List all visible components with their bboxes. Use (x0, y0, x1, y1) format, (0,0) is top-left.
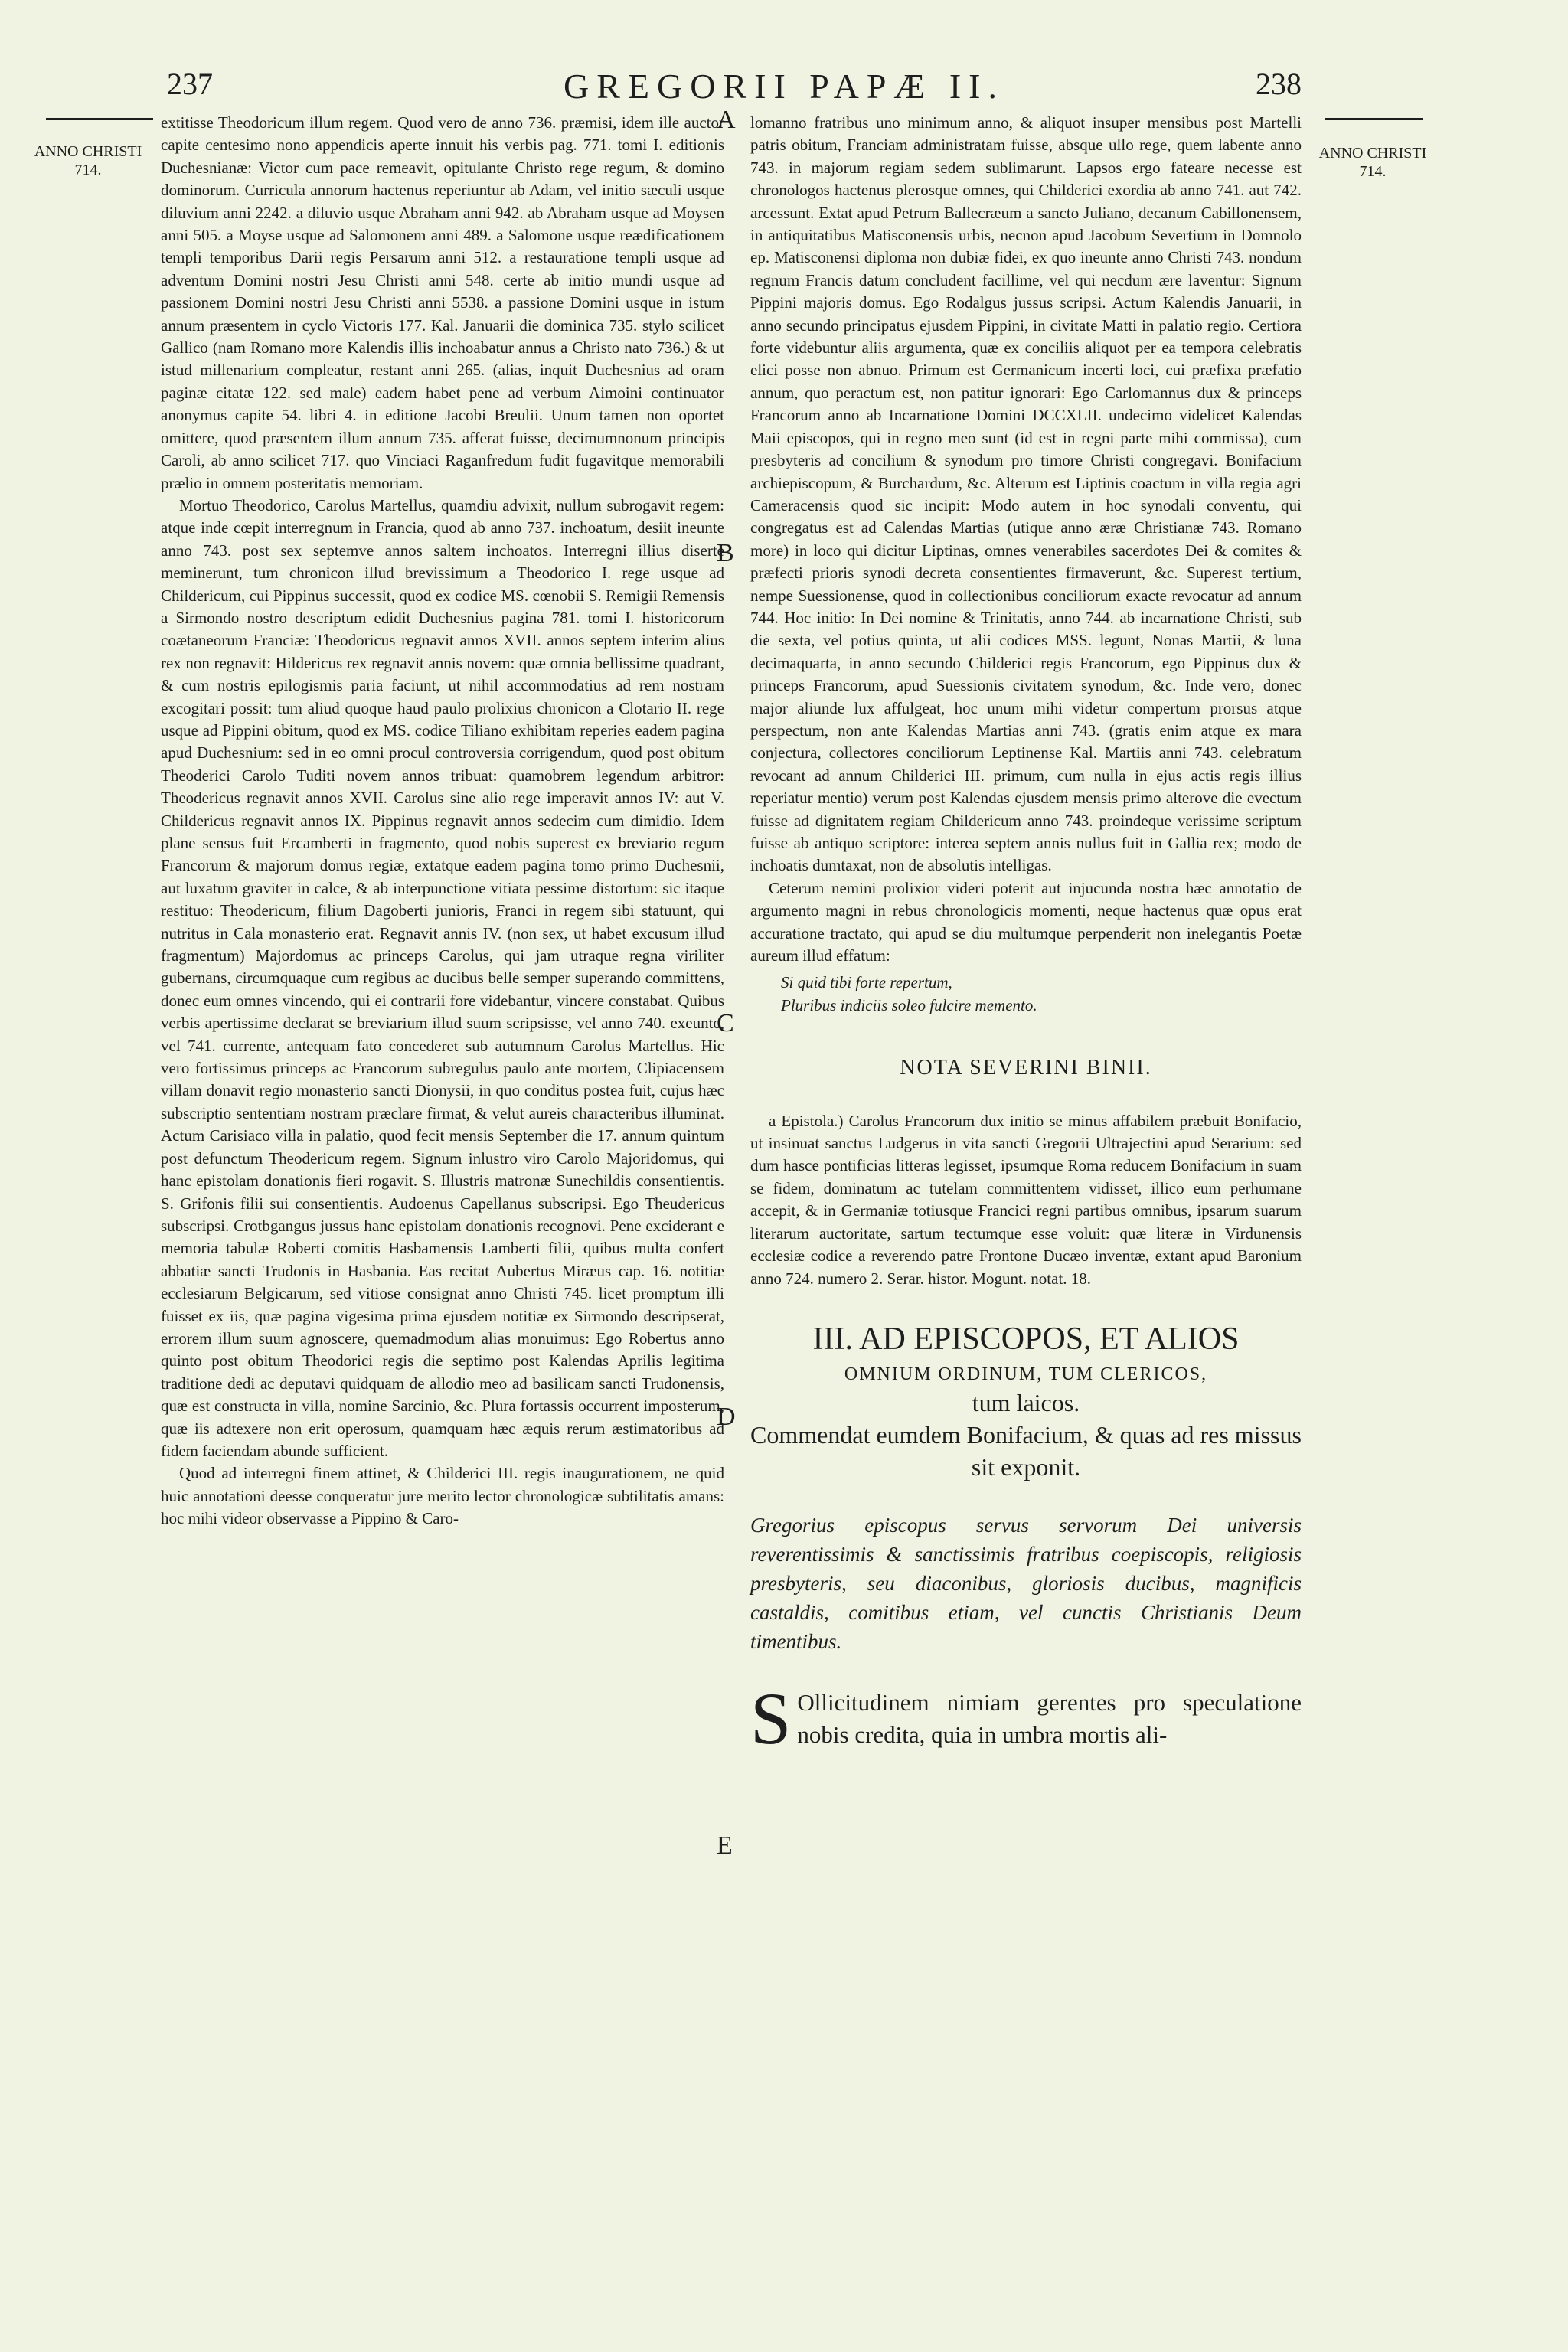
header-rule-left (46, 118, 153, 120)
section-marker-c: C (717, 1009, 734, 1037)
left-paragraph-2: Mortuo Theodorico, Carolus Martellus, quamdiu advixit, nullum subrogavit regem: atque inde cœpit interregnum in Francia, quod ab anno 737. inchoatum, desiit ineunte anno 743. post sex septemve annos saltem inchoatos. Interregni illius diserte meminerunt, tum chronicon illud brevissimum a Theodorico I. rege usque ad Childericum, cui Pippinus successit, quod ex codice MS. cœnobii S. Remigii Remensis a Sirmondo nostro descriptum edidit Duchesnius pagina 781. tomi I. historicorum coætaneorum Franciæ: Theodoricus regnavit annos XVII. annos septem interim alius rex non regnavit: Hildericus rex regnavit annis novem: quæ omnia bellissime quadrant, & cum nostris epilogismis paria faciunt, ut nihil accommodatius ad rem nostram excogitari possit: tum aliud quoque haud paulo prolixius chronicon a Clotario II. rege usque ad Pippini obitum, quod ex MS. codice Tiliano exhibitam reperies eadem pagina apud Duchesnium: sed in eo omni procul controversia corrigendum, quod post obitum Theoderici Carolo Tuditi novem annos tribuat: quamobrem legendum arbitror: Theodericus regnavit annos XVII. Carolus sine alio rege imperavit annos IV: aut V. Childericus regnavit annos IX. Pippinus regnavit annos sedecim cum dimidio. Idem plane sensus fuit Ercamberti in fragmento, quod nobis superest ex breviario regum Francorum & majorum domus regiæ, extatque eadem pagina tomo primo Duchesnii, aut luxatum graviter in calce, & ab interpunctione vitiata pessime distortum: sic itaque restituo: Theodericum, filium Dagoberti junioris, Franci in regem sibi statuunt, qui nutritus in Cala monasterio erat. Regnavit annis IV. (non sex, ut habet excusum illud fragmentum) Majordomus ac princeps Carolus, qui jam utraque regna viriliter gubernans, circumquaque cum regibus ac ducibus belle semper superando committens, donec eum omnes vincendo, qui ei contrarii fore videbantur, vincere constabat. Quibus verbis apertissime declarat se breviarium illud suum scripsisse, vel anno 740. exeunte, vel 741. currente, antequam fato concederet sub autumnum Carolus Martellus. Hic vero fortissimus princeps ac Francorum subregulus paulo ante mortem, Clipiacensem villam donavit regio monasterio sancti Dionysii, in quo conditus postea fuit, cujus hæc subscriptio sententiam nostram præclare firmat, & velut aureis characteribus illuminat. Actum Carisiaco villa in palatio, quod fecit mensis September die 17. annum quintum post defunctum Theodericum regem. Signum inlustro viro Carolo Majoridomus, qui hanc epistolam donationis fieri rogavit. S. Illustris matronæ Sunechildis consentientis. S. Grifonis filii sui consentientis. Audoenus Capellanus subscripsi. Ego Theudericus subscripsi. Crotbgangus jussus hanc epistolam donationis recognovi. Pene exciderant e memoria tabulæ Roberti comitis Hasbamensis Lamberti filii, quibus multa confert abbatiæ sancti Trudonis in Hasbania. Eas recitat Aubertus Miræus cap. 16. notitiæ ecclesiarum Belgicarum, sed vitiose consignat anno Christi 745. licet promptum illi fuisset ex iis, quæ pagina vigesima prima ejusdem notitiæ ex Sirmondo descripserat, errorem illum suum agnoscere, quemadmodum alias monuimus: Ego Robertus anno quinto post obitum Theodorici regis die septimo post Kalendas Aprilis legitima traditione dedi ac deputavi quidquam de allodio meo ad basilicam sancti Trudonensis, quæ est constructa in villa, nomine Sarcinio, &c. Plura fortassis occurrent imposterum, quæ iis adtexere non erit operosum, quamquam hæc æquis rerum æstimatoribus ad fidem faciendam abunde sufficient. (161, 495, 724, 1460)
salutation: Gregorius episcopus servus servorum Dei universis reverentissimis & sanctissimis fratribus coepiscopis, religiosis presbyteris, seu diaconibus, gloriosis ducibus, magnificis castaldis, comitibus etiam, vel cunctis Christianis Deum timentibus. (750, 1513, 1302, 1653)
section-subtitle: OMNIUM ORDINUM, TUM CLERICOS, (844, 1364, 1208, 1384)
drop-cap: S (750, 1677, 792, 1759)
header-rule-right (1325, 118, 1423, 120)
note-heading: NOTA SEVERINI BINII. (900, 1056, 1152, 1080)
opening-text: Ollicitudinem nimiam gerentes pro speculatione nobis credita, quia in umbra mortis ali- (797, 1688, 1302, 1748)
margin-year-right: ANNO CHRISTI 714. (1318, 145, 1427, 180)
right-column (750, 112, 1302, 1759)
right-paragraph-2: Ceterum nemini prolixior videri poterit aut injucunda nostra hæc annotatio de argumento magni in rebus chronologicis momenti, neque hactenus quæ opus erat accuratione tractato, qui apud se diu multumque perpenderit non inelegantis Poetæ aureum illud effatum: (750, 878, 1302, 965)
right-paragraph-1: lomanno fratribus uno minimum anno, & aliquot insuper mensibus post Martelli patris obitum, Franciam administratam fuisse, absque ullo rege, quem labente anno 743. in majorum regiam sedem sublimarunt. Lapsos ergo fateare necesse est chronologos hactenus plerosque omnes, qui Childerici exordia ab anno 741. aut 742. arcessunt. Extat apud Petrum Ballecræum a sancto Juliano, decanum Cabillonensem, in antiquitatibus Matisconensis urbis, necnon apud Jacobum Severtium in Domnolo ep. Matisconensi diploma non dubiæ fidei, ex quo ineunte anno Christi 743. nondum regnum Francis datum concludent facillime, vel qui necdum ære laventur: Signum Pippini majoris domus. Ego Rodalgus jussus scripsi. Actum Kalendis Januarii, in anno secundo principatus ejusdem Pippini, in civitate Matti in palatio regio. Certiora forte videbuntur aliis argumenta, quæ ex conciliis aliquot per ea tempora celebratis elici posse non abnuo. Primum est Germanicum incerti loci, cui præfixa præfatio annum, quo peractum est, non patitur ignorari: Ego Carlomannus dux & princeps Francorum anno ab Incarnatione Domini DCCXLII. undecimo videlicet Kalendas Maii episcopos, qui in regno meo sunt (id est in regni parte mihi commissa), cum presbyteris ad concilium & synodum pro timore Christi congregavi. Bonifacium archiepiscopum, & Burchardum, &c. Alterum est Liptinis coactum in villa regia agri Cameracensis quod sic incipit: Modo autem in hoc synodali conventu, qui congregatus est ad Calendas Martias (utique anno æræ Christianæ 743. Romano more) in loco qui dicitur Liptinas, omnes venerabiles sacerdotes Dei & comites & præfecti prioris synodi decreta consentientes firmaverunt, &c. Superest tertium, nempe Suessionense, quod in collectionibus conciliorum exacte revocatur ad annum 744. Hoc initio: In Dei nomine & Trinitatis, anno 744. ab incarnatione Christi, sub die sexta, vel potius quinta, ut alii codices MSS. legunt, Nonas Martii, & luna decimaquarta, in anno secundo Childerici regis Francorum, ego Pippinus dux & princeps Francorum, apud Suessionis civitatem synodum, &c. Inde vero, donec major aliunde lux affulgeat, hoc unum mihi videtur compertum prorsus atque perspectum, non ante Kalendas Martias anni 743. (gratis enim atque ex mara conjectura, collectores conciliorum Leptinense Kal. Martiis anni 743. celebratum revocant ad annum Childerici III. primum, cum nulla in ejus actis regis illius reperiatur mentio) verum post Kalendas ejusdem mensis primo alterove die evectum fuisse ad dignitatem regiam Childericum anno 743. proindeque verissime scriptum fuisse ab antiquo scriptore: interea septem annis nullus fuit in Gallia rex; modo de inchoatis dumtaxat, non de absolutis intelligas. (750, 113, 1302, 875)
verse-line-2: Pluribus indiciis soleo fulcire memento. (781, 995, 1037, 1014)
section-subtitle-2: tum laicos. (972, 1388, 1080, 1416)
section-marker-e: E (717, 1831, 733, 1860)
section-marker-d: D (717, 1403, 736, 1431)
margin-year-left: ANNO CHRISTI 714. (34, 143, 142, 178)
section-marker-a: A (717, 106, 736, 134)
page-number-left: 237 (167, 67, 213, 101)
verse-quote (750, 972, 1302, 1017)
section-marker-b: B (717, 539, 734, 567)
section-summary: Commendat eumdem Bonifacium, & quas ad res missus sit exponit. (750, 1420, 1302, 1481)
note-text: a Epistola.) Carolus Francorum dux initio se minus affabilem præbuit Bonifacio, ut insinuat sanctus Ludgerus in vita sancti Gregorii Ultrajectini apud Serarium: sed dum hasce pontificias litteras legisset, ipsumque Roma reducem Bonifacium in suam se fidem, dominatum ac tutelam committentem vidisset, illico eum perhumane accepit, & in Germaniæ totiusque Francici regni partibus omnibus, ipsarum suarum literarum auctoritate, sartum tectumque esse voluit: quæ literæ in Virdunensis ecclesiæ codice a reverendo patre Frontone Ducæo inventæ, extant apud Baronium anno 724. numero 2. Serar. histor. Mogunt. notat. 18. (750, 1111, 1302, 1288)
section-title: III. AD EPISCOPOS, ET ALIOS (812, 1321, 1240, 1357)
left-column (161, 112, 724, 1530)
page-number-right: 238 (1256, 67, 1302, 101)
verse-line-1: Si quid tibi forte repertum, (781, 973, 952, 992)
letter-opening (750, 1677, 1302, 1759)
left-paragraph-3: Quod ad interregni finem attinet, & Childerici III. regis inaugurationem, ne quid huic annotationi deesse conqueratur jure merito lector chronologicæ subtilitatis amans: hoc mihi videor observasse a Pippino & Caro- (161, 1464, 724, 1528)
running-title: GREGORII PAPÆ II. (564, 67, 1004, 106)
left-paragraph-1: extitisse Theodoricum illum regem. Quod vero de anno 736. præmisi, idem ille auctor capite centesimo nono appendicis aperte innuit his verbis pag. 771. tomi I. editionis Duchesnianæ: Victor cum pace remeavit, opitulante Christo rege regum, & domino dominorum. Curricula annorum hactenus reperiuntur ab Adam, vel initio sæculi usque diluvium anni 2242. a diluvio usque Abraham anni 942. ab Abraham usque ad Moysen anni 505. a Moyse usque ad Salomonem anni 489. a Salomone usque reædificationem templi temporibus Darii regis Persarum anni 512. a restauratione templi usque ad adventum Domini nostri Jesu Christi anni 548. certe ab initio mundi usque ad passionem Domini nostri Jesu Christi anni 5538. a passione Domini usque in istum annum præsentem in cyclo Victoris 177. Kal. Januarii die dominica 735. stylo scilicet Gallico (nam Romano more Kalendis illis inchoabatur annus a Christo nato 736.) & ut istud millenarium compleatur, restant anni 265. (alias, inquit Duchesnius ad oram paginæ citatæ 122. sed male) eadem habet pene ad verbum Aimoini continuator anonymus capite 54. libri 4. in editione Jacobi Breulii. Unum tamen non oportet omittere, quod præsentem illum annum 735. afferat fuisse, decimumnonum principis Caroli, ab anno scilicet 717. quo Vinciaci Raganfredum fudit fugavitque memorabili prælio in omnem posteritatis memoriam. (161, 113, 724, 492)
